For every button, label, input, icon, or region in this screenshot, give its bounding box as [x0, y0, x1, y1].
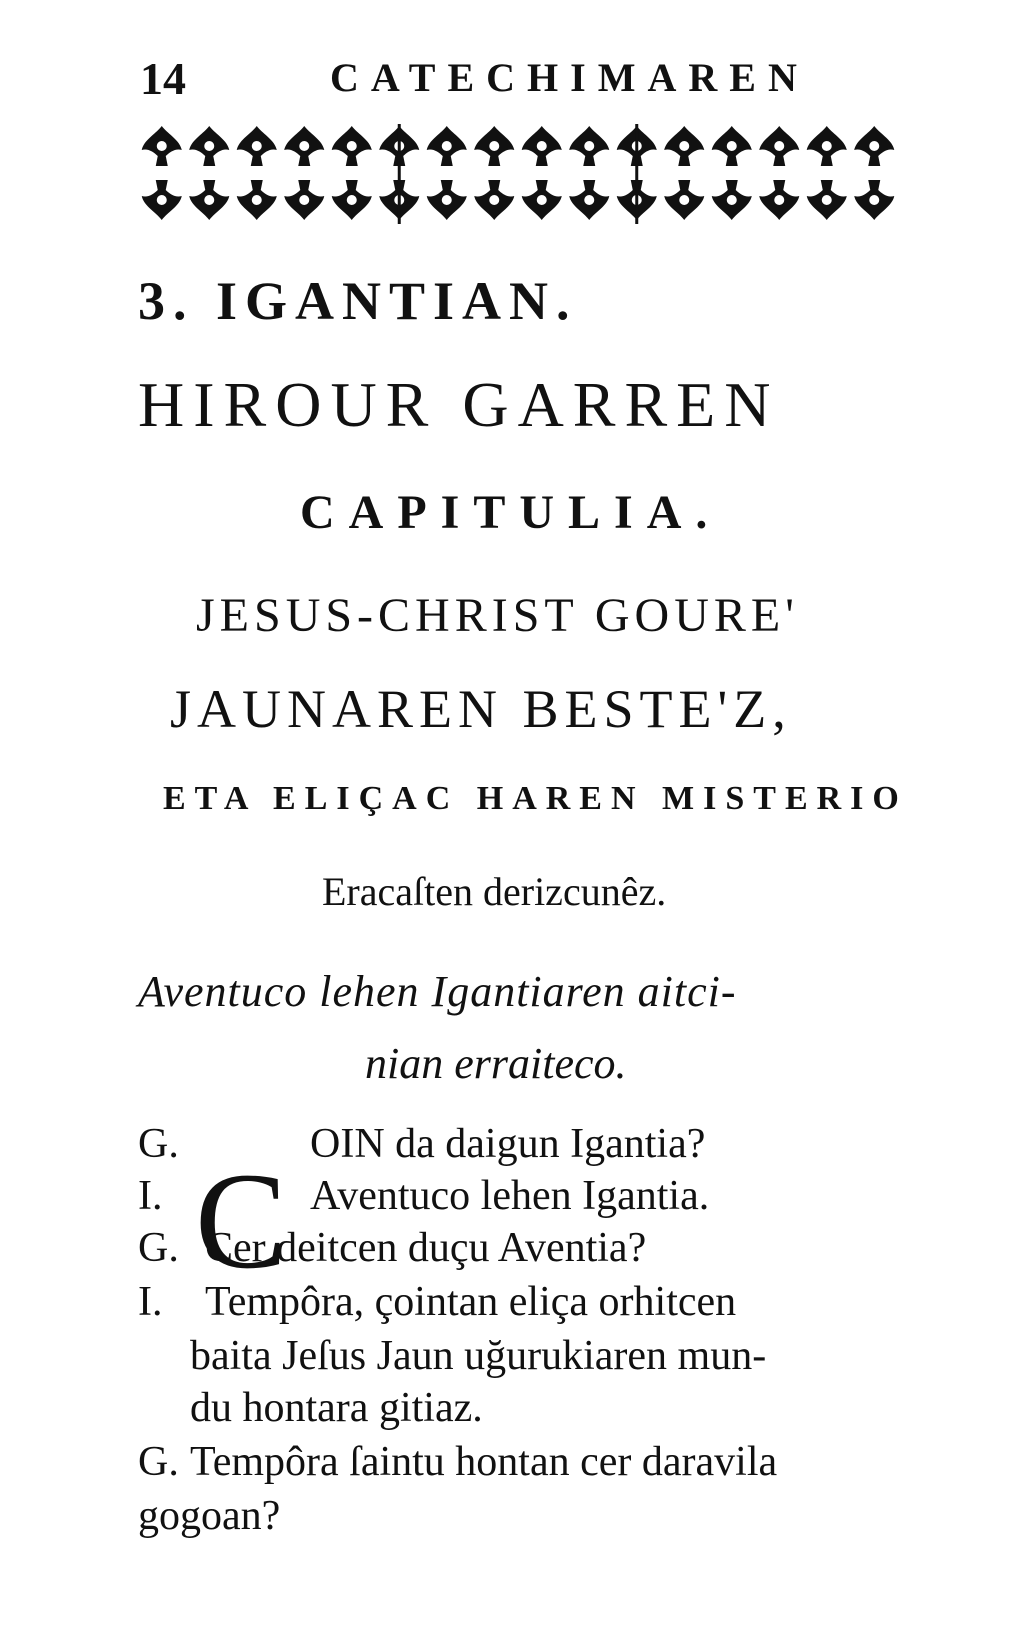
dialogue-line: du hontara gitiaz.: [190, 1385, 483, 1431]
fleuron-dot-icon: [489, 195, 499, 205]
fleuron-dot-icon: [774, 195, 784, 205]
fleuron-dot-icon: [727, 141, 737, 151]
fleuron-dot-icon: [347, 141, 357, 151]
title-line-1: JESUS-CHRIST GOURE': [196, 589, 799, 642]
fleuron-dot-icon: [869, 141, 879, 151]
running-head: CATECHIMAREN: [330, 55, 809, 100]
fleuron-dot-icon: [489, 141, 499, 151]
fleuron-dot-icon: [157, 195, 167, 205]
intro-line-1: Aventuco lehen Igantiaren aitci-: [138, 967, 737, 1016]
title-line-2: JAUNAREN BESTE'Z,: [170, 679, 792, 739]
dialogue-line: Aventuco lehen Igantia.: [310, 1173, 710, 1219]
speaker-label: I.: [138, 1173, 163, 1219]
fleuron-dot-icon: [442, 195, 452, 205]
cross-divider-icon: [635, 124, 638, 224]
dialogue-line: baita Jeſus Jaun uğurukiaren mun-: [190, 1333, 767, 1379]
drop-cap: C: [195, 1144, 288, 1297]
fleuron-dot-icon: [299, 141, 309, 151]
fleuron-dot-icon: [822, 141, 832, 151]
page-title: HIROUR GARREN: [138, 369, 780, 440]
fleuron-dot-icon: [822, 195, 832, 205]
dialogue-line: Tempôra, çointan eliça orhitcen: [205, 1279, 737, 1325]
speaker-label: G.: [138, 1225, 179, 1271]
chapter-heading: CAPITULIA.: [300, 486, 722, 539]
title-line-3: ETA ELIÇAC HAREN MISTERIO: [163, 780, 908, 817]
page-number: 14: [140, 53, 186, 104]
dialogue-line: Cer deitcen duçu Aventia?: [205, 1225, 647, 1271]
fleuron-dot-icon: [252, 195, 262, 205]
fleuron-dot-icon: [584, 195, 594, 205]
title-line-4: Eracaſten derizcunêz.: [322, 869, 667, 914]
fleuron-dot-icon: [204, 195, 214, 205]
speaker-label: G.: [138, 1121, 179, 1167]
fleuron-dot-icon: [679, 195, 689, 205]
fleuron-dot-icon: [584, 141, 594, 151]
section-heading: 3. IGANTIAN.: [138, 271, 578, 331]
intro-line-2: nian erraiteco.: [365, 1039, 627, 1088]
fleuron-dot-icon: [869, 195, 879, 205]
dialogue-line: Tempôra ſaintu hontan cer daravila: [190, 1439, 778, 1485]
fleuron-dot-icon: [299, 195, 309, 205]
fleuron-dot-icon: [157, 141, 167, 151]
fleuron-dot-icon: [204, 141, 214, 151]
fleuron-dot-icon: [442, 141, 452, 151]
speaker-label: G.: [138, 1439, 179, 1485]
cross-divider-icon: [398, 124, 401, 224]
fleuron-dot-icon: [537, 141, 547, 151]
fleuron-dot-icon: [679, 141, 689, 151]
fleuron-dot-icon: [347, 195, 357, 205]
fleuron-dot-icon: [537, 195, 547, 205]
fleuron-dot-icon: [252, 141, 262, 151]
speaker-label: I.: [138, 1279, 163, 1325]
dialogue-line: gogoan?: [138, 1493, 281, 1539]
dialogue-line: OIN da daigun Igantia?: [310, 1121, 706, 1167]
fleuron-band-icon: [138, 118, 898, 230]
fleuron-dot-icon: [774, 141, 784, 151]
fleuron-dot-icon: [727, 195, 737, 205]
